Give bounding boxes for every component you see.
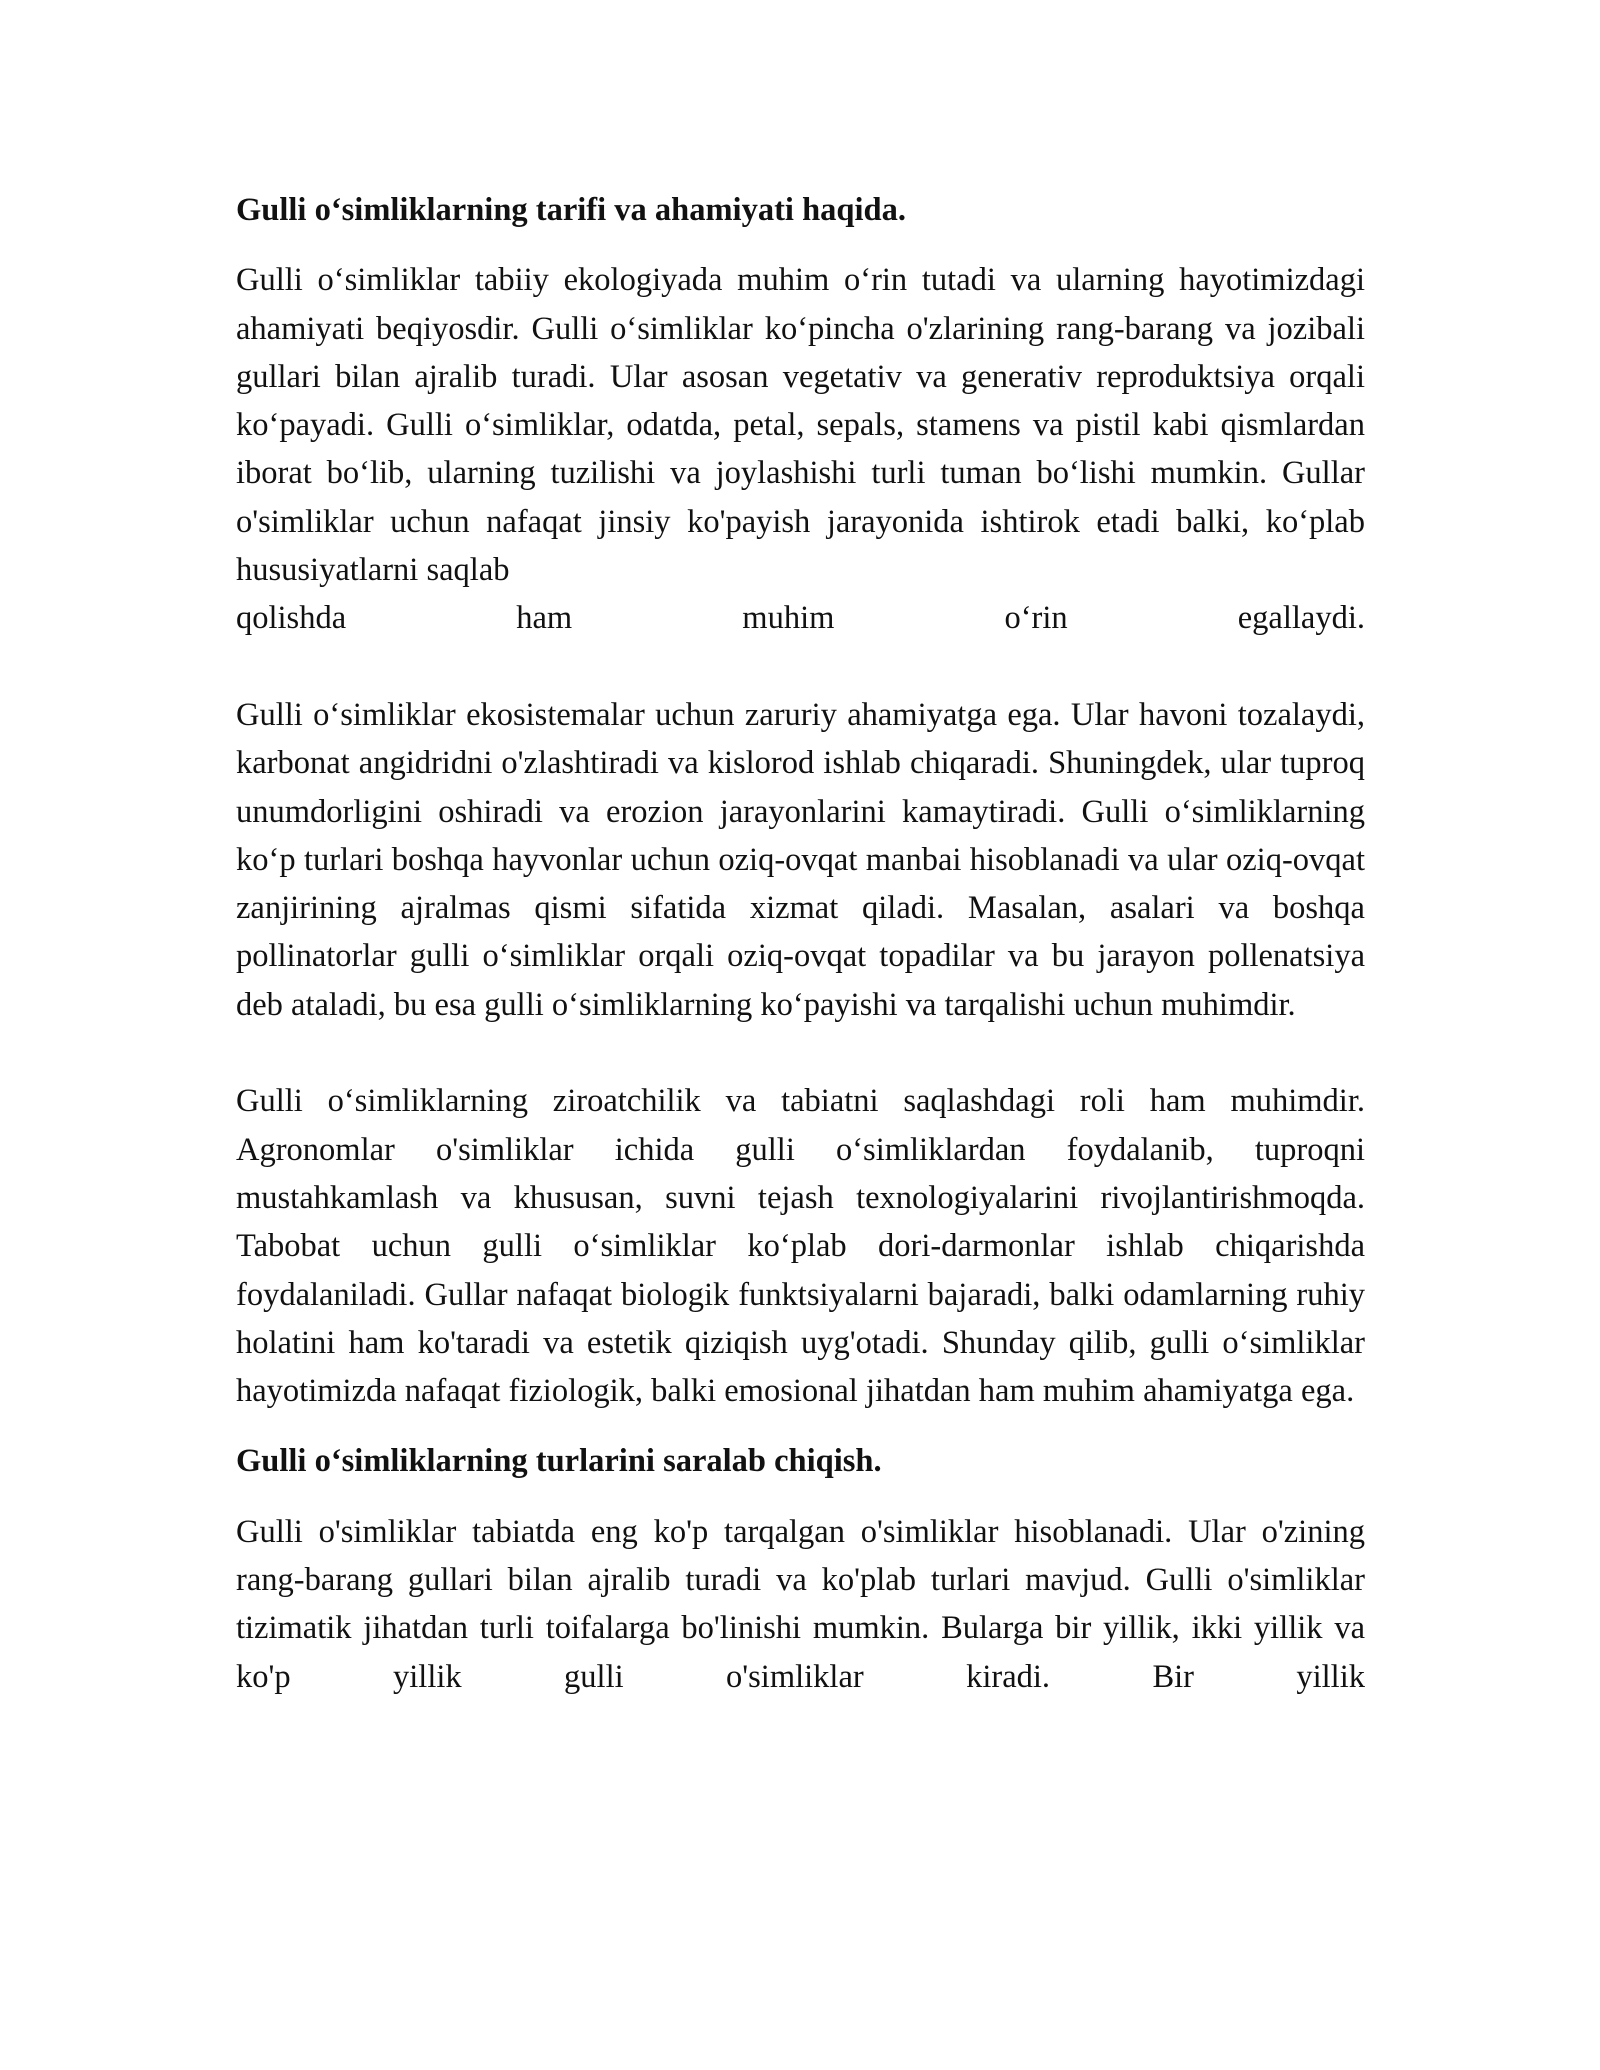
paragraph-4: Gulli o'simliklar tabiatda eng ko'p tarqalgan o'simliklar hisoblanadi. Ular o'zining rang-barang gullari bilan ajralib turadi va ko'plab turlari mavjud. Gulli o'simliklar tizimatik jihatdan turli toifalarga bo'linishi mumkin. Bularga bir yillik, ikki yillik va ko'p yillik gulli o'simliklar kiradi. Bir yillik — [236, 1513, 1365, 1695]
paragraph-1-body: Gulli o‘simliklar tabiiy ekologiyada muhim o‘rin tutadi va ularning hayotimizdagi ahamiyati beqiyosdir. Gulli o‘simliklar ko‘pincha o'zlarining rang-barang va jozibali gullari bilan ajralib turadi. Ular asosan vegetativ va generativ reproduktsiya orqali ko‘payadi. Gulli o‘simliklar, odatda, petal, sepals, stamens va pistil kabi qismlardan iborat bo‘lib, ularning tuzilishi va joylashishi turli tuman bo‘lishi mumkin. Gullar o'simliklar uchun nafaqat jinsiy ko'payish jarayonida ishtirok etadi balki, ko‘plab hususiyatlarni saqlab — [236, 262, 1365, 589]
paragraph-3: Gulli o‘simliklarning ziroatchilik va tabiatni saqlashdagi roli ham muhimdir. Agronomlar o'simliklar ichida gulli o‘simliklardan foydalanib, tuproqni mustahkamlash va khususan, suvni tejash texnologiyalarini rivojlantirishmoqda. Tabobat uchun gulli o‘simliklar ko‘plab dori-darmonlar ishlab chiqarishda foydalaniladi. Gullar nafaqat biologik funktsiyalarni bajaradi, balki odamlarning ruhiy holatini ham ko'taradi va estetik qiziqish uyg'otadi. Shunday qilib, gulli o‘simliklar hayotimizda nafaqat fiziologik, balki emosional jihatdan ham muhim ahamiyatga ega. — [236, 1083, 1365, 1410]
paragraph-2: Gulli o‘simliklar ekosistemalar uchun zaruriy ahamiyatga ega. Ular havoni tozalaydi, karbonat angidridni o'zlashtiradi va kislorod ishlab chiqaradi. Shuningdek, ular tuproq unumdorligini oshiradi va erozion jarayonlarini kamaytiradi. Gulli o‘simliklarning ko‘p turlari boshqa hayvonlar uchun oziq-ovqat manbai hisoblanadi va ular oziq-ovqat zanjirining ajralmas qismi sifatida xizmat qiladi. Masalan, asalari va boshqa pollinatorlar gulli o‘simliklar orqali oziq-ovqat topadilar va bu jarayon pollenatsiya deb ataladi, bu esa gulli o‘simliklarning ko‘payishi va tarqalishi uchun muhimdir. — [236, 696, 1365, 1023]
blank-line — [236, 643, 1365, 691]
document-page — [236, 186, 1365, 1701]
paragraph-1 — [236, 256, 1365, 594]
section-heading-1: Gulli o‘simliklarning tarifi va ahamiyati haqida. — [236, 192, 906, 228]
paragraph-1-last-line: qolishda ham muhim o‘rin egallaydi. — [236, 600, 1365, 637]
section-heading-2: Gulli o‘simliklarning turlarini saralab chiqish. — [236, 1443, 882, 1480]
blank-line — [236, 1029, 1365, 1077]
